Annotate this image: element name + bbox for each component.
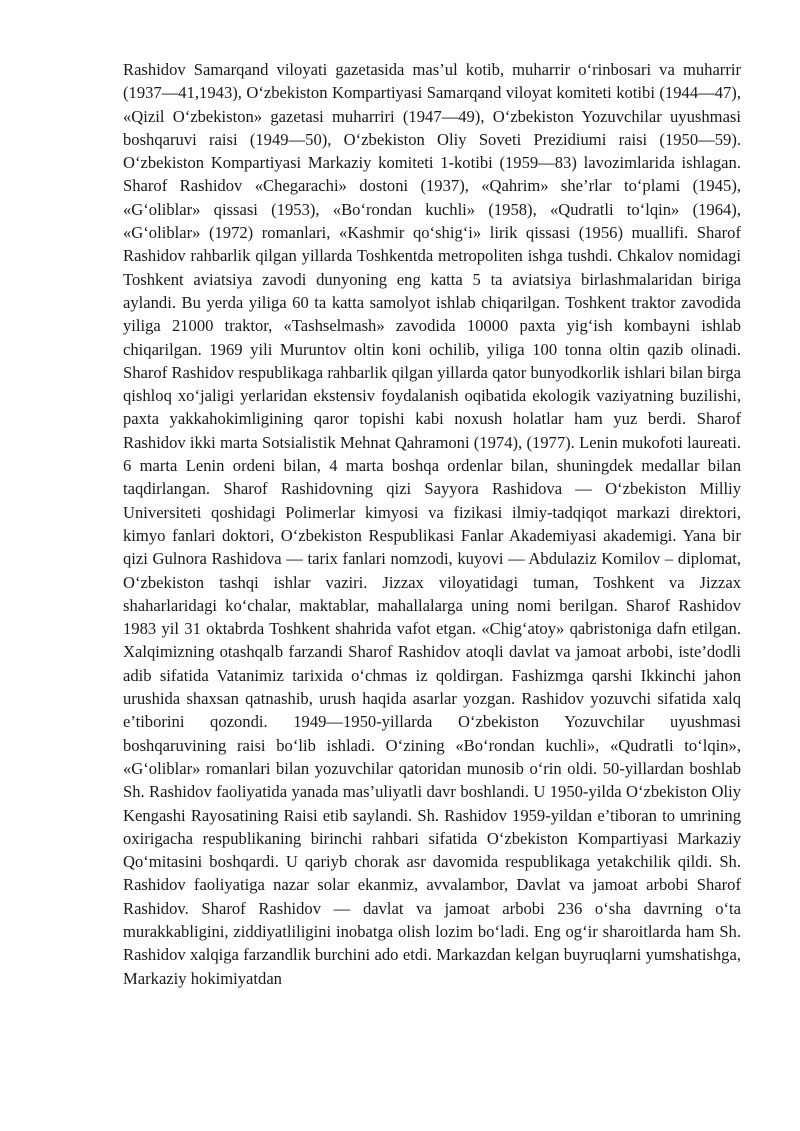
body-paragraph: Rashidov Samarqand viloyati gazetasida mas’ul kotib, muharrir o‘rinbosari va muharrir (1937—41,1943), O‘zbekiston Kompartiyasi Samarqand viloyat komiteti kotibi (1944—47), «Qizil O‘zbekiston» gazetasi muharriri (1947—49), O‘zbekiston Yozuvchilar uyushmasi boshqaruvi raisi (1949—50), O‘zbekiston Oliy Soveti Prezidiumi raisi (1950—59). O‘zbekiston Kompartiyasi Markaziy komiteti 1-kotibi (1959—83) lavozimlarida ishlagan. Sharof Rashidov «Chegarachi» dostoni (1937), «Qahrim» she’rlar to‘plami (1945), «G‘oliblar» qissasi (1953), «Bo‘rondan kuchli» (1958), «Qudratli to‘lqin» (1964), «G‘oliblar» (1972) romanlari, «Kashmir qo‘shig‘i» lirik qissasi (1956) muallifi. Sharof Rashidov rahbarlik qilgan yillarda Toshkentda metropoliten ishga tushdi. Chkalov nomidagi Toshkent aviatsiya zavodi dunyoning eng katta 5 ta aviatsiya birlashmalaridan biriga aylandi. Bu yerda yiliga 60 ta katta samolyot ishlab chiqarilgan. Toshkent traktor zavodida yiliga 21000 traktor, «Tashselmash» zavodida 10000 paxta yig‘ish kombayni ishlab chiqarilgan. 1969 yili Muruntov oltin koni ochilib, yiliga 100 tonna oltin qazib olinadi. Sharof Rashidov respublikaga rahbarlik qilgan yillarda qator bunyodkorlik ishlari bilan birga qishloq xo‘jaligi yerlaridan ekstensiv foydalanish oqibatida ekologik vaziyatning buzilishi, paxta yakkahokimligining qaror topishi kabi noxush holatlar ham yuz berdi. Sharof Rashidov ikki marta Sotsialistik Mehnat Qahramoni (1974), (1977). Lenin mukofoti laureati. 6 marta Lenin ordeni bilan, 4 marta boshqa ordenlar bilan, shuningdek medallar bilan taqdirlangan. Sharof Rashidovning qizi Sayyora Rashidova — O‘zbekiston Milliy Universiteti qoshidagi Polimerlar kimyosi va fizikasi ilmiy-tadqiqot markazi direktori, kimyo fanlari doktori, O‘zbekiston Respublikasi Fanlar Akademiyasi akademigi. Yana bir qizi Gulnora Rashidova — tarix fanlari nomzodi, kuyovi — Abdulaziz Komilov – diplomat, O‘zbekiston tashqi ishlar vaziri. Jizzax viloyatidagi tuman, Toshkent va Jizzax shaharlaridagi ko‘chalar, maktablar, mahallalarga uning nomi berilgan. Sharof Rashidov 1983 yil 31 oktabrda Toshkent shahrida vafot etgan. «Chig‘atoy» qabristoniga dafn etilgan. Xalqimizning otashqalb farzandi Sharof Rashidov atoqli davlat va jamoat arbobi, iste’dodli adib sifatida Vatanimiz tarixida o‘chmas iz qoldirgan. Fashizmga qarshi Ikkinchi jahon urushida shaxsan qatnashib, urush haqida asarlar yozgan. Rashidov yozuvchi sifatida xalq e’tiborini qozondi. 1949—1950-yillarda O‘zbekiston Yozuvchilar uyushmasi boshqaruvining raisi bo‘lib ishladi. O‘zining «Bo‘rondan kuchli», «Qudratli to‘lqin», «G‘oliblar» romanlari bilan yozuvchilar qatoridan munosib o‘rin oldi. 50-yillardan boshlab Sh. Rashidov faoliyatida yanada mas’uliyatli davr boshlandi. U 1950-yilda O‘zbekiston Oliy Kengashi Rayosatining Raisi etib saylandi. Sh. Rashidov 1959-yildan e’tiboran to umrining oxirigacha respublikaning birinchi rahbari sifatida O‘zbekiston Kompartiyasi Markaziy Qo‘mitasini boshqardi. U qariyb chorak asr davomida respublikaga yetakchilik qildi. Sh. Rashidov faoliyatiga nazar solar ekanmiz, avvalambor, Davlat va jamoat arbobi Sharof Rashidov. Sharof Rashidov — davlat va jamoat arbobi 236 o‘sha davrning o‘ta murakkabligini, ziddiyatliligini inobatga olish lozim bo‘ladi. Eng og‘ir sharoitlarda ham Sh. Rashidov xalqiga farzandlik burchini ado etdi. Markazdan kelgan buyruqlarni yumshatishga, Markaziy hokimiyatdan bbox=[123, 60, 741, 988]
document-page bbox=[123, 58, 741, 990]
